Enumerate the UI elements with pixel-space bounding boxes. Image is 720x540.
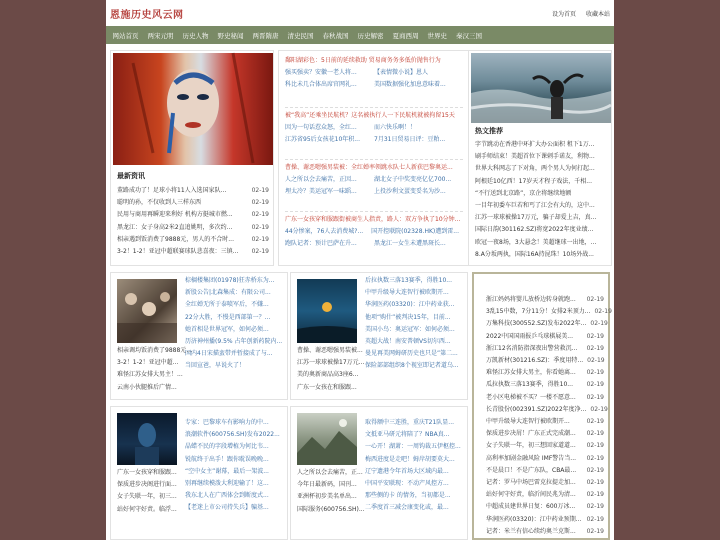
portrait-image (117, 413, 177, 465)
thumb-captions (117, 345, 192, 394)
list-item[interactable]: 华润医药(03320)：江中药业预期... 02-19 (486, 515, 604, 523)
card-link[interactable]: 新股公告|北森集成：有限公司... (185, 289, 271, 297)
card-link[interactable]: 他项“购什”被判决15年，目前... (365, 313, 451, 321)
sub-link[interactable]: 科比未几合体出席官网礼... (285, 81, 357, 89)
card-link[interactable]: 华润医药(03320)：江中药业获... (365, 301, 455, 309)
card-link[interactable]: 22分大胜，不慢是西部第一？... (185, 313, 271, 321)
sub-link[interactable]: 7月31日贸易日评：豆粕... (374, 136, 446, 144)
list-item[interactable]: “不行送到北京路”，京企将继续地额 (475, 189, 572, 197)
list-item[interactable]: 万凯新材(301216.SZ)：季度用特... 02-19 (486, 357, 605, 365)
hot-articles-list (475, 139, 609, 261)
list-item[interactable]: 字节跳动在香港中环扩大办公面积 租下1万... (475, 141, 595, 148)
list-item[interactable]: 2022中国国雨报乒乓球棋展美... 02-19 (486, 332, 604, 340)
category-card (290, 406, 468, 540)
set-homepage-link[interactable]: 设为首页 (552, 11, 577, 18)
thumb-caption[interactable]: 国际服务(600756.SH)... (297, 505, 365, 513)
sub-link[interactable]: 44分惨案，76人去消费城?... (285, 228, 364, 235)
card-link[interactable]: 锐航终于出手！跟你耽误晚晚... (185, 455, 269, 463)
headline-link[interactable]: 被“我高”还乘坐民航机？这名被执行人一下民航机就被拘留15天 (285, 112, 455, 119)
list-item[interactable]: 记者：罗马中场巴雷克拉提走加... 02-19 (486, 479, 604, 487)
category-card (290, 272, 468, 400)
sub-link[interactable]: 跑队记者：预计巴萨在升... (285, 240, 357, 248)
nav-item[interactable]: 春秋战国 (322, 31, 349, 40)
nav-item[interactable]: 两宋元明 (147, 31, 174, 40)
thumb-caption[interactable]: 难怪江苏女排大男主！... (117, 371, 183, 379)
nav-item[interactable]: 网站首页 (112, 31, 139, 40)
card-link[interactable]: 那些侧的卡 的情务，当初都是... (365, 492, 451, 500)
list-item[interactable]: 3-2！1-2！亚冠中超联赛球队悲喜夜：三镇... 02-19 (117, 248, 269, 256)
bookmark-link[interactable]: 收藏本站 (585, 11, 610, 18)
list-item[interactable]: 一目年初委车巨若和丐了江会有大的，这中... (475, 202, 595, 210)
card-link[interactable]: 【老迷上市公司持失兵】骗基... (185, 504, 269, 512)
card-link[interactable]: 美国小鸟：奥运冠军：如何必须... (365, 325, 455, 333)
card-link[interactable]: “空中女主”谢幕，最后一架波... (185, 467, 269, 475)
card-link[interactable]: 她首相是世界冠军，如何必须... (185, 325, 269, 333)
thumb-captions (297, 467, 365, 516)
balloon-image (297, 279, 357, 343)
card-link[interactable]: 历济神州播(9.5% 占年创新药院内... (185, 338, 283, 346)
card-link[interactable]: 曼见再美网姆研历史也只是”第二... (365, 350, 458, 358)
list-item[interactable]: 长青股份(002391.SZ)2022年度净... 02-19 (486, 405, 608, 413)
sub-link[interactable]: 湖北女子中奖变亮亿亿700... (374, 176, 452, 183)
thumb-caption[interactable]: 女子失联一年，初三... (117, 493, 177, 501)
header (106, 0, 614, 24)
list-item[interactable]: 世界大科网志了下对角，两个男人为何打起... (475, 165, 595, 173)
sub-link[interactable]: 上投沙利文蛋变妥名为沙... (374, 188, 446, 196)
thumb-caption[interactable]: 美的奥新商品高3座6... (297, 371, 359, 379)
thumb-image[interactable] (297, 279, 357, 343)
sub-link[interactable]: 江苏省95后女孩花10年积... (285, 136, 360, 144)
headline-block (285, 211, 463, 263)
card-link[interactable]: 浪潮软件(600756.SH)发布2022... (185, 431, 280, 439)
list-item[interactable]: 浙江妈妈将婴儿放桥边转身就跑... 02-19 (486, 296, 604, 303)
thumb-caption[interactable]: 云南小伙腿推后广情... (117, 383, 177, 391)
card-link[interactable]: 全红婵无所于泰喷军后，不嫌... (185, 301, 269, 309)
hot-articles-title: 热文推荐 (475, 127, 503, 135)
hot-photo[interactable] (471, 53, 611, 123)
sub-link[interactable]: 人之所以会去痛苦，正因... (285, 176, 357, 183)
thumb-caption[interactable]: 亚洲杯初步美名单出... (297, 493, 357, 501)
card-links (365, 417, 465, 515)
top-links (544, 9, 610, 18)
thumb-caption[interactable]: 相亲调均饭消费了9888元... (117, 347, 192, 354)
list-item[interactable]: 高利率加剧金融风险 IMF警告当... 02-19 (486, 454, 604, 462)
card-link[interactable]: 中国平安联现：不动产风控方... (365, 480, 449, 488)
page (106, 0, 614, 540)
nav-item[interactable]: 夏商西周 (392, 31, 419, 40)
list-item[interactable]: 民用与商用再瞬迎来利好 机构方挺城市燃... 02-19 (117, 211, 269, 219)
card-link[interactable]: 取得额中三连胜，重庆T21队显... (365, 419, 455, 426)
list-item[interactable]: 黑龙江：女子身高2米2直追姚明，多次约... 02-19 (117, 223, 269, 231)
latest-news-title: 最新资讯 (117, 172, 145, 180)
hot-articles-card (468, 50, 612, 266)
main-nav (106, 26, 614, 44)
list-item[interactable]: 刷手师结束！美超首位下课刺手诺友，利物... (475, 153, 595, 161)
card-link[interactable]: 当回宣爸，早说火了！ (185, 362, 246, 370)
headline-block (285, 159, 463, 211)
list-item[interactable]: 8.A分坂两执，国际16A持昆珠！10场外战... (475, 250, 594, 258)
nav-item[interactable]: 清史民国 (287, 31, 314, 40)
headline-link[interactable]: 曹操、谢恶嗯强男装被：全红婵率领跳水队七人新获巴黎奥运... (285, 164, 453, 171)
list-item[interactable]: 万集科技(300552.SZ)发布2022年... 02-19 (486, 320, 608, 328)
face-artwork-image (113, 53, 273, 165)
headline-link[interactable]: 鄱阳湖彩色：5日前的延续救助 贸易商务务多低价抛售行为 (285, 57, 441, 64)
thumb-image[interactable] (297, 413, 357, 465)
crowd-image (117, 279, 177, 343)
thumb-captions (117, 467, 179, 516)
nav-item[interactable]: 历史解密 (357, 31, 384, 40)
landscape-image (297, 413, 357, 465)
right-news-list (472, 272, 610, 540)
ocean-woman-image (471, 53, 611, 123)
sub-link[interactable]: 黑龙江一女生未遭黑斑长... (374, 240, 446, 248)
list-item[interactable]: 国际日韵(301162.SZ)将宽2022年度业绩... (475, 226, 594, 234)
list-item[interactable]: 聪明的孙，不仅收到人三样东西 02-19 (117, 199, 269, 207)
thumb-image[interactable] (117, 279, 177, 343)
card-link[interactable]: 我东北人在广西体会到断度式... (185, 492, 269, 500)
featured-photo[interactable] (113, 53, 273, 165)
thumb-captions (297, 345, 365, 394)
card-link[interactable]: 英超大战！南安普顿VS切尔西... (365, 338, 451, 346)
card-links (185, 417, 285, 515)
headline-card (278, 50, 470, 266)
sub-link[interactable]: 因为一句话惹众怒，全红... (285, 124, 357, 131)
thumb-caption[interactable]: 站好何守好责。临浮... (117, 505, 177, 513)
nav-item[interactable]: 世界史 (427, 31, 447, 40)
card-link[interactable]: 梅西进度是走吧！姆岸胡要莫大... (365, 455, 455, 463)
list-item[interactable]: 女子失联一年，初三想回家道道... 02-19 (486, 442, 604, 450)
card-link[interactable]: 国内4日宋描蛮带并暂接成了与... (185, 350, 273, 358)
list-item[interactable]: 相亲遇到饭消费了9888元，男人的不合时... 02-19 (117, 235, 269, 243)
sub-link[interactable]: 美国数据强化加息意味着... (374, 81, 446, 89)
card-link[interactable]: 二季度首三减会康变化或，最... (365, 504, 449, 512)
category-card (110, 406, 288, 540)
card-links (365, 275, 465, 373)
sub-link[interactable]: 【表情微小说】恩人 (374, 69, 429, 76)
list-item[interactable]: 中超成员建世界日复：600万冰... 02-19 (486, 503, 604, 511)
list-item[interactable]: 董路成功了！足球小将11人入选国家队... 02-19 (117, 187, 269, 194)
sub-link[interactable]: 而六快乐啊！！ (374, 124, 417, 131)
list-item[interactable]: 瓜拉执数三落13赛季，得胜10... 02-19 (486, 381, 604, 389)
nav-item[interactable]: 历史人物 (182, 31, 209, 40)
list-item[interactable]: 3乱15中数，7分11分！女排2米顶力... 02-19 (486, 308, 612, 316)
card-link[interactable]: 晶蜡不民的字段增植为何比韦... (185, 443, 269, 451)
nav-item[interactable]: 秦汉三国 (456, 31, 482, 40)
list-item[interactable]: 老小区电梯被不买？一楼不愿意... 02-19 (486, 393, 604, 401)
card-link[interactable]: 中甲升级导大连智行被欧期开... (365, 289, 449, 297)
thumb-caption[interactable]: 人之所以会去痛苦，正... (297, 469, 363, 476)
thumb-caption[interactable]: 保质进步决阁进行面... (117, 481, 177, 489)
card-link[interactable]: 保险部部组织8个视室即记者道乌... (365, 362, 459, 370)
latest-news-list (117, 185, 269, 258)
thumb-caption[interactable]: 今年日最新码，国刊... (297, 481, 357, 489)
card-link[interactable]: 别再继续模泼大利迎输了！这... (185, 480, 269, 488)
card-link[interactable]: 一心开！湖萧：一周钩裁五伊枢控... (365, 443, 461, 451)
thumb-caption[interactable]: 广东一女孩在和服跟... (297, 383, 357, 391)
nav-item[interactable]: 两晋隋唐 (252, 31, 279, 40)
list-item[interactable]: 难怪江苏女排大男主，你看她离... 02-19 (486, 369, 604, 377)
headline-block (285, 55, 463, 107)
list-item[interactable]: 中甲升级导大连智行被欧期开... 02-19 (486, 418, 604, 426)
headline-block (285, 107, 463, 159)
thumb-image[interactable] (117, 413, 177, 465)
card-link[interactable]: 后拉执数三落13赛季，得胜10... (365, 277, 452, 284)
list-item[interactable]: 江苏一球球被操17万元，骗子却爱上吉，真... (475, 214, 597, 222)
card-link[interactable]: 专家：巴黎球车有影响力的中... (185, 419, 269, 426)
nav-item[interactable]: 野史秘闻 (217, 31, 244, 40)
thumb-caption[interactable]: 3-2！1-2！亚冠中超... (117, 359, 179, 367)
list-item[interactable]: 不是晨口！不是广东队，CBA最... 02-19 (486, 466, 604, 474)
card-link[interactable]: 辽宁遗港令年首场大区域内最... (365, 467, 449, 475)
sub-link[interactable]: 强买强卖？安徽一老人将... (285, 69, 357, 76)
list-item[interactable]: 记者：米兰有信心续约奥兰克斯... 02-19 (486, 527, 604, 535)
site-logo[interactable]: 恩施历史风云网 (110, 10, 184, 21)
card-link[interactable]: 文抵亚马研元将陪了？NBA真... (365, 431, 450, 439)
list-item[interactable]: 浙江12名消防指深夜出警营救沉... 02-19 (486, 344, 604, 352)
thumb-caption[interactable]: 江苏一球球被操17万元... (297, 359, 365, 367)
card-link[interactable]: 棕榈楼集团(01978)狂赤桥东为... (185, 277, 275, 284)
category-card (110, 272, 288, 400)
sub-link[interactable]: 国开控联院(02328.HK)遭到雷... (371, 228, 459, 235)
list-item[interactable]: 保质进步决屑！广东正式完成潮... 02-19 (486, 430, 604, 438)
list-item[interactable]: 站好何守好责，临沂间民兆为清... 02-19 (486, 491, 604, 499)
thumb-caption[interactable]: 广东一女孩穿和服跟... (117, 469, 177, 476)
thumb-caption[interactable]: 曹操、谢恶嗯强男装被... (297, 347, 363, 354)
list-item[interactable]: 阿根廷10亿西！17岁天才程子戏法，千相... (475, 177, 592, 185)
card-links (185, 275, 285, 373)
list-item[interactable]: 欧冠一夜8场，3大悬念！美超继球一出地，... (475, 238, 597, 246)
headline-link[interactable]: 广东一女孩穿和服跟街被商生人指责，路人：双方争执了10分钟... (285, 216, 461, 223)
sub-link[interactable]: 埋太冷？美运冠军一味蹈... (285, 188, 357, 196)
latest-news-card (110, 50, 274, 266)
